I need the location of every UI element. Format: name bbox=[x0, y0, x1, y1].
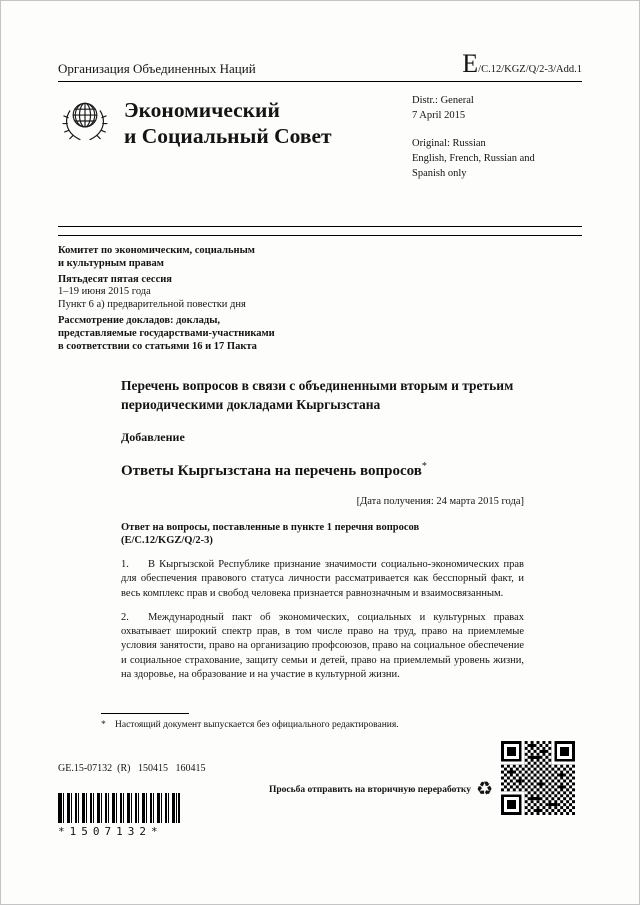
recycle-notice-text: Просьба отправить на вторичную переработку bbox=[268, 784, 471, 795]
date-received: [Дата получения: 24 марта 2015 года] bbox=[356, 495, 524, 507]
footnote-text: Настоящий документ выпускается без официального редактирования. bbox=[115, 720, 399, 730]
paragraph-1-text: В Кыргызской Республике признание значимости социально-экономических прав для обеспечения правового статуса личности рассматривается как бесспорный факт, и весь комплекс прав и свобод человека признается равнозначным и взаимосвязанным. bbox=[121, 559, 524, 599]
distr-line: Distr.: General bbox=[412, 95, 474, 106]
un-org-name: Организация Объединенных Наций bbox=[58, 61, 256, 76]
document-symbol-rest: /C.12/KGZ/Q/2-3/Add.1 bbox=[478, 64, 582, 75]
section-heading-line2: (E/C.12/KGZ/Q/2-3) bbox=[121, 535, 213, 547]
paragraph-1 bbox=[121, 558, 524, 601]
agenda-item: Пункт 6 а) предварительной повестки дня bbox=[58, 299, 246, 311]
section-heading-line1: Ответ на вопросы, поставленные в пункте 1 перечня вопросов bbox=[121, 521, 420, 533]
recycle-icon: ♻ bbox=[475, 779, 493, 800]
agenda-title-line3: в соответствии со статьями 16 и 17 Пакта bbox=[58, 340, 257, 352]
subtitle-footnote-mark: * bbox=[421, 460, 427, 472]
masthead bbox=[58, 90, 582, 226]
paragraph-2-number: 2. bbox=[121, 611, 129, 623]
languages-line2: Spanish only bbox=[412, 167, 467, 179]
addendum-label: Добавление bbox=[121, 429, 185, 444]
distribution-block bbox=[412, 90, 582, 226]
committee-name-line2: и культурным правам bbox=[58, 257, 164, 269]
qr-code bbox=[501, 741, 575, 815]
footnote bbox=[101, 720, 501, 730]
footnote-separator bbox=[101, 713, 189, 714]
languages-line1: English, French, Russian and bbox=[412, 153, 535, 165]
council-title bbox=[124, 90, 412, 226]
barcode-label: *1507132* bbox=[58, 825, 163, 838]
council-title-line2: и Социальный Совет bbox=[124, 123, 332, 148]
subtitle-text: Ответы Кыргызстана на перечень вопросов bbox=[121, 462, 422, 479]
committee-block bbox=[58, 245, 582, 353]
ge-document-number: GE.15-07132 (R) 150415 160415 bbox=[58, 763, 206, 774]
session-dates: 1–19 июня 2015 года bbox=[58, 286, 151, 298]
document-symbol-letter: E bbox=[462, 49, 479, 78]
paragraph-2-text: Международный пакт об экономических, социальных и культурных правах охватывает широкий спектр прав, в том числе право на труд, право на приемлемые условия занятости, право на организацию профсоюзов, право на социальное обеспечение и социальное страхование, защиту семьи и детей, право на приемлемый уровень жизни, на здоровье, на образование и на участие в культурной жизни. bbox=[121, 611, 524, 680]
recycle-notice-row bbox=[221, 780, 493, 799]
section-heading bbox=[121, 521, 524, 548]
masthead-top-row bbox=[58, 1, 582, 82]
council-title-line1: Экономический bbox=[124, 98, 280, 122]
footnote-mark: * bbox=[101, 720, 106, 730]
paragraph-2 bbox=[121, 611, 524, 682]
committee-name-line1: Комитет по экономическим, социальным bbox=[58, 245, 255, 256]
barcode bbox=[58, 793, 180, 823]
session-title: Пятьдесят пятая сессия bbox=[58, 273, 172, 285]
original-language: Original: Russian bbox=[412, 138, 486, 150]
document-symbol bbox=[462, 51, 582, 77]
barcode-block bbox=[58, 793, 178, 838]
un-emblem-icon bbox=[58, 90, 112, 226]
masthead-rule-thin bbox=[58, 235, 582, 236]
masthead-rule-heavy bbox=[58, 226, 582, 227]
distr-date: 7 April 2015 bbox=[412, 109, 466, 121]
document-body bbox=[121, 377, 524, 682]
agenda-title-line1: Рассмотрение докладов: доклады, bbox=[58, 314, 221, 326]
document-title: Перечень вопросов в связи с объединенными вторым и третьим периодическими докладами Кыргызстана bbox=[121, 378, 514, 412]
document-subtitle bbox=[121, 461, 524, 480]
paragraph-1-number: 1. bbox=[121, 559, 129, 571]
agenda-title-line2: представляемые государствами-участниками bbox=[58, 327, 275, 339]
